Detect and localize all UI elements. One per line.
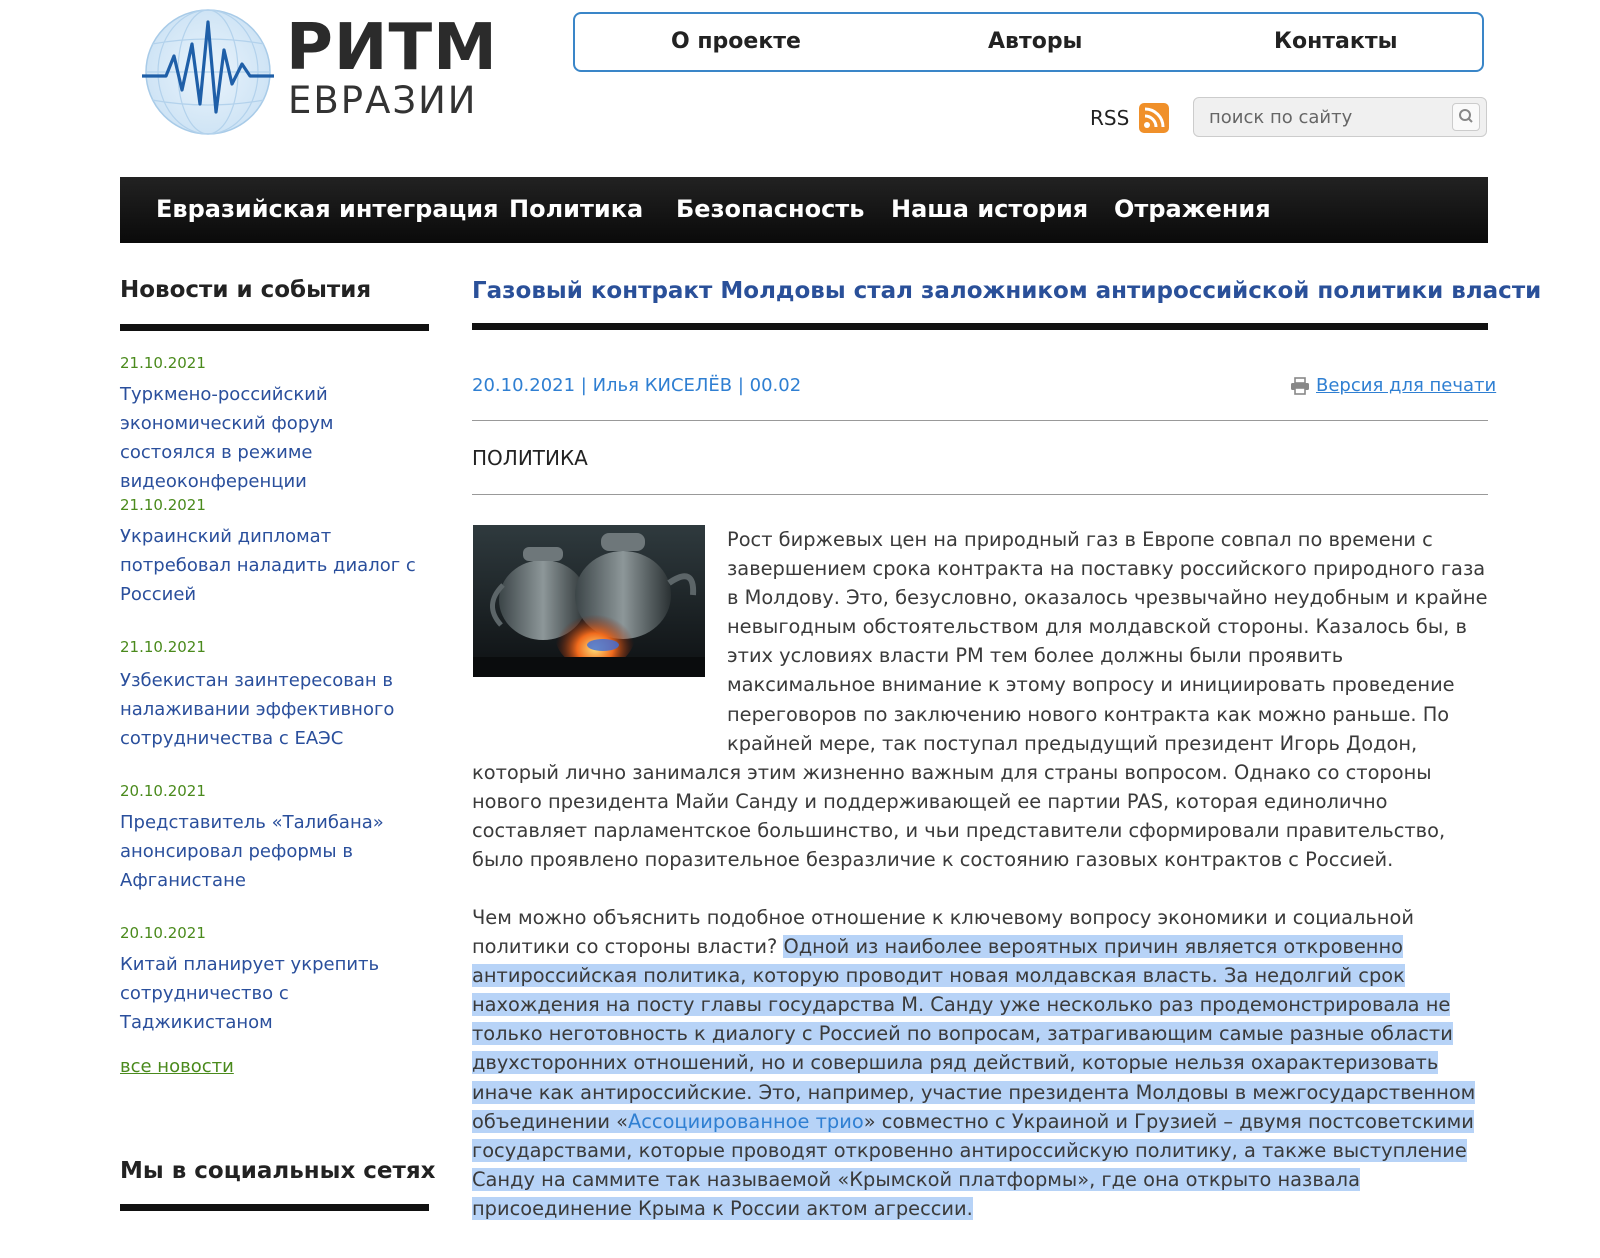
search-button[interactable] bbox=[1452, 103, 1480, 131]
article-meta[interactable]: 20.10.2021 | Илья КИСЕЛЁВ | 00.02 bbox=[472, 375, 802, 396]
news-date: 20.10.2021 bbox=[120, 924, 206, 942]
paragraph-text: Рост биржевых цен на природный газ в Европе совпал по времени с завершением срока контракта на поставку российского природного газа в Молдову. Это, безусловно, оказалось чрезвычайно неудобным и крайне невыгодным обстоятельством для молдавской стороны. Казалось бы, в этих условиях власти РМ тем более должны были проявить максимальное внимание к этому вопросу и инициировать проведение переговоров по заключению нового контракта как можно раньше. По крайней мере, так поступал предыдущий президент Игорь Додон, который лично занимался этим жизненно важным для страны вопросом. Однако со стороны нового президента Майи Санду и поддерживающей ее партии PAS, которая единолично составляет парламентское большинство, и чьи представители сформировали правительство, было проявлено поразительное безразличие к состоянию газовых контрактов с Россией. bbox=[472, 528, 1488, 872]
article-title: Газовый контракт Молдовы стал заложником антироссийской политики власти bbox=[472, 278, 1542, 304]
main-navigation bbox=[120, 177, 1488, 243]
globe-logo-icon bbox=[138, 4, 278, 136]
associated-trio-link[interactable]: Ассоциированное трио bbox=[627, 1109, 864, 1133]
sidebar-divider bbox=[120, 324, 429, 331]
meta-divider bbox=[472, 420, 1488, 421]
selected-text: » совместно с Украиной и Грузией – двумя постсоветскими государствами, которые проводят откровенно антироссийскую политику, а также выступление Санду на саммите так называемой «Крымской платформы», где она открыто назвала присоединение Крыма к России актом агрессии. bbox=[472, 1109, 1474, 1220]
rss-link[interactable] bbox=[1090, 103, 1169, 133]
news-link[interactable]: Представитель «Талибана» анонсировал реформы в Афганистане bbox=[120, 812, 384, 891]
print-version-link[interactable] bbox=[1290, 375, 1496, 396]
news-link[interactable]: Украинский дипломат потребовал наладить диалог с Россией bbox=[120, 526, 416, 605]
article-paragraph bbox=[472, 525, 1488, 874]
nav-politics[interactable]: Политика bbox=[509, 195, 644, 223]
news-date: 21.10.2021 bbox=[120, 496, 206, 514]
all-news-link[interactable]: все новости bbox=[120, 1056, 234, 1077]
sidebar-news-title: Новости и события bbox=[120, 277, 372, 303]
article-category[interactable]: ПОЛИТИКА bbox=[472, 446, 588, 470]
paragraph-text: Чем можно объяснить подобное отношение к ключевому вопросу экономики и социальной политики со стороны власти? bbox=[472, 906, 1414, 959]
search-icon bbox=[1453, 104, 1479, 130]
top-navigation bbox=[573, 12, 1484, 72]
nav-contacts-link[interactable]: Контакты bbox=[1274, 29, 1398, 54]
news-link[interactable]: Узбекистан заинтересован в налаживании эффективного сотрудничества с ЕАЭС bbox=[120, 670, 395, 749]
news-date: 20.10.2021 bbox=[120, 782, 206, 800]
printer-icon bbox=[1290, 377, 1310, 395]
news-date: 21.10.2021 bbox=[120, 354, 206, 372]
rss-label: RSS bbox=[1090, 106, 1130, 130]
nav-security[interactable]: Безопасность bbox=[676, 195, 865, 223]
print-label: Версия для печати bbox=[1316, 375, 1497, 396]
search-input[interactable] bbox=[1194, 98, 1444, 136]
logo-title: РИТМ bbox=[286, 11, 498, 85]
nav-about-link[interactable]: О проекте bbox=[671, 29, 801, 54]
nav-eurasian-integration[interactable]: Евразийская интеграция bbox=[156, 195, 499, 223]
category-divider bbox=[472, 494, 1488, 495]
nav-our-history[interactable]: Наша история bbox=[891, 195, 1089, 223]
article-paragraph bbox=[472, 903, 1488, 1223]
news-date: 21.10.2021 bbox=[120, 638, 206, 656]
sidebar-divider bbox=[120, 1204, 429, 1211]
nav-reflections[interactable]: Отражения bbox=[1114, 195, 1271, 223]
nav-authors-link[interactable]: Авторы bbox=[988, 29, 1083, 54]
news-link[interactable]: Китай планирует укрепить сотрудничество с Таджикистаном bbox=[120, 954, 380, 1033]
selected-text: Одной из наиболее вероятных причин является откровенно антироссийская политика, которую проводит новая молдавская власть. За недолгий срок нахождения на посту главы государства М. Санду уже несколько раз продемонстрировала не только неготовность к диалогу с Россией по вопросам, затрагивающим самые разные области двухсторонних отношений, но и совершила ряд действий, которые нельзя охарактеризовать иначе как антироссийские. Это, например, участие президента Молдовы в межгосударственном объединении « bbox=[472, 935, 1476, 1133]
sidebar-social-title: Мы в социальных сетях bbox=[120, 1158, 436, 1184]
site-logo[interactable] bbox=[138, 4, 498, 136]
article-divider bbox=[472, 323, 1488, 330]
rss-icon bbox=[1139, 103, 1169, 133]
search-box bbox=[1193, 97, 1487, 137]
logo-subtitle: ЕВРАЗИИ bbox=[288, 79, 478, 122]
news-link[interactable]: Туркмено-российский экономический форум состоялся в режиме видеоконференции bbox=[120, 384, 334, 492]
